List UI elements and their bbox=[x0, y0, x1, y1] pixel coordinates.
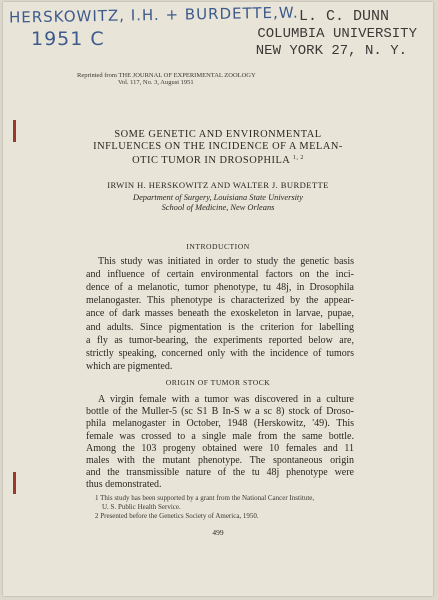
body-text-line: This study was initiated in order to study the genetic basis bbox=[98, 256, 354, 267]
reprint-source: Reprinted from THE JOURNAL OF EXPERIMENTAL ZOOLOGY bbox=[77, 72, 256, 79]
affiliation-school: School of Medicine, New Orleans bbox=[161, 203, 275, 212]
footnote: 1 This study has been supported by a grant from the National Cancer Institute, bbox=[95, 494, 315, 502]
handwritten-year: 1951 C bbox=[31, 28, 105, 50]
paper-title-line: SOME GENETIC AND ENVIRONMENTAL bbox=[114, 129, 322, 140]
body-text-line: a fly as tumor-bearing, the experiments reported below are, bbox=[86, 334, 354, 346]
body-text-line: A virgin female with a tumor was discovered in a culture bbox=[98, 394, 354, 405]
body-text-line: ance of dark masses beneath the exoskeleton in larvae, pupae, bbox=[86, 308, 354, 320]
paper-title-line: INFLUENCES ON THE INCIDENCE OF A MELAN- bbox=[93, 141, 343, 152]
body-text-line: phila melanogaster in October, 1948 (Herskowitz, '49). This bbox=[86, 418, 354, 430]
page-number: 499 bbox=[212, 528, 224, 537]
body-text-line: which are pigmented. bbox=[86, 360, 173, 372]
body-text-line: males with the mutant phenotype. The spontaneous origin bbox=[86, 455, 354, 466]
body-text-line: strictly speaking, concerned only with the incidence of tumors bbox=[86, 347, 354, 359]
stamp-city: NEW YORK 27, N. Y. bbox=[255, 43, 407, 59]
body-text-line: thus demonstrated. bbox=[86, 479, 162, 491]
authors: IRWIN H. HERSKOWITZ AND WALTER J. BURDETTE bbox=[107, 180, 329, 190]
stamp-name: L. C. DUNN bbox=[298, 8, 389, 25]
stamp-institution: COLUMBIA UNIVERSITY bbox=[257, 26, 417, 42]
footnote-marks: 1, 2 bbox=[292, 155, 304, 161]
body-text-line: female was crossed to a single male from the same bottle. bbox=[86, 430, 354, 442]
body-text-line: and adults. Since pigmentation is the criterion for labelling bbox=[86, 321, 354, 333]
staple-mark bbox=[13, 472, 16, 494]
affiliation-department: Department of Surgery, Louisiana State University bbox=[133, 193, 303, 202]
body-text-line: and the transmissible nature of the tu 48j phenotype were bbox=[86, 467, 354, 479]
body-text-line: melanogaster. This phenotype is characterized by the appear- bbox=[86, 295, 354, 307]
footnote: 2 Presented before the Genetics Society of America, 1950. bbox=[95, 512, 259, 520]
body-text-line: Among the 103 progeny obtained were 10 females and 11 bbox=[86, 442, 354, 454]
body-text-line: and influence of certain environmental factors on the inci- bbox=[86, 269, 354, 281]
footnote: U. S. Public Health Service. bbox=[102, 503, 181, 511]
body-text-line: dence of a melanotic, tumor phenotype, tu 48j, in Drosophila bbox=[86, 282, 354, 294]
section-heading-origin: ORIGIN OF TUMOR STOCK bbox=[165, 378, 271, 387]
body-text-line: bottle of the Muller-5 (sc S1 B In-S w a sc 8) stock of Droso- bbox=[86, 406, 354, 418]
reprint-volume: Vol. 117, No. 3, August 1951 bbox=[118, 79, 194, 86]
handwritten-citation: HERSKOWITZ, I.H. + BURDETTE,W. bbox=[8, 3, 299, 27]
paper-title-line: OTIC TUMOR IN DROSOPHILA $^{1, 2}$ bbox=[132, 155, 304, 166]
section-heading-introduction: INTRODUCTION bbox=[186, 242, 250, 251]
paper-page bbox=[3, 2, 433, 596]
